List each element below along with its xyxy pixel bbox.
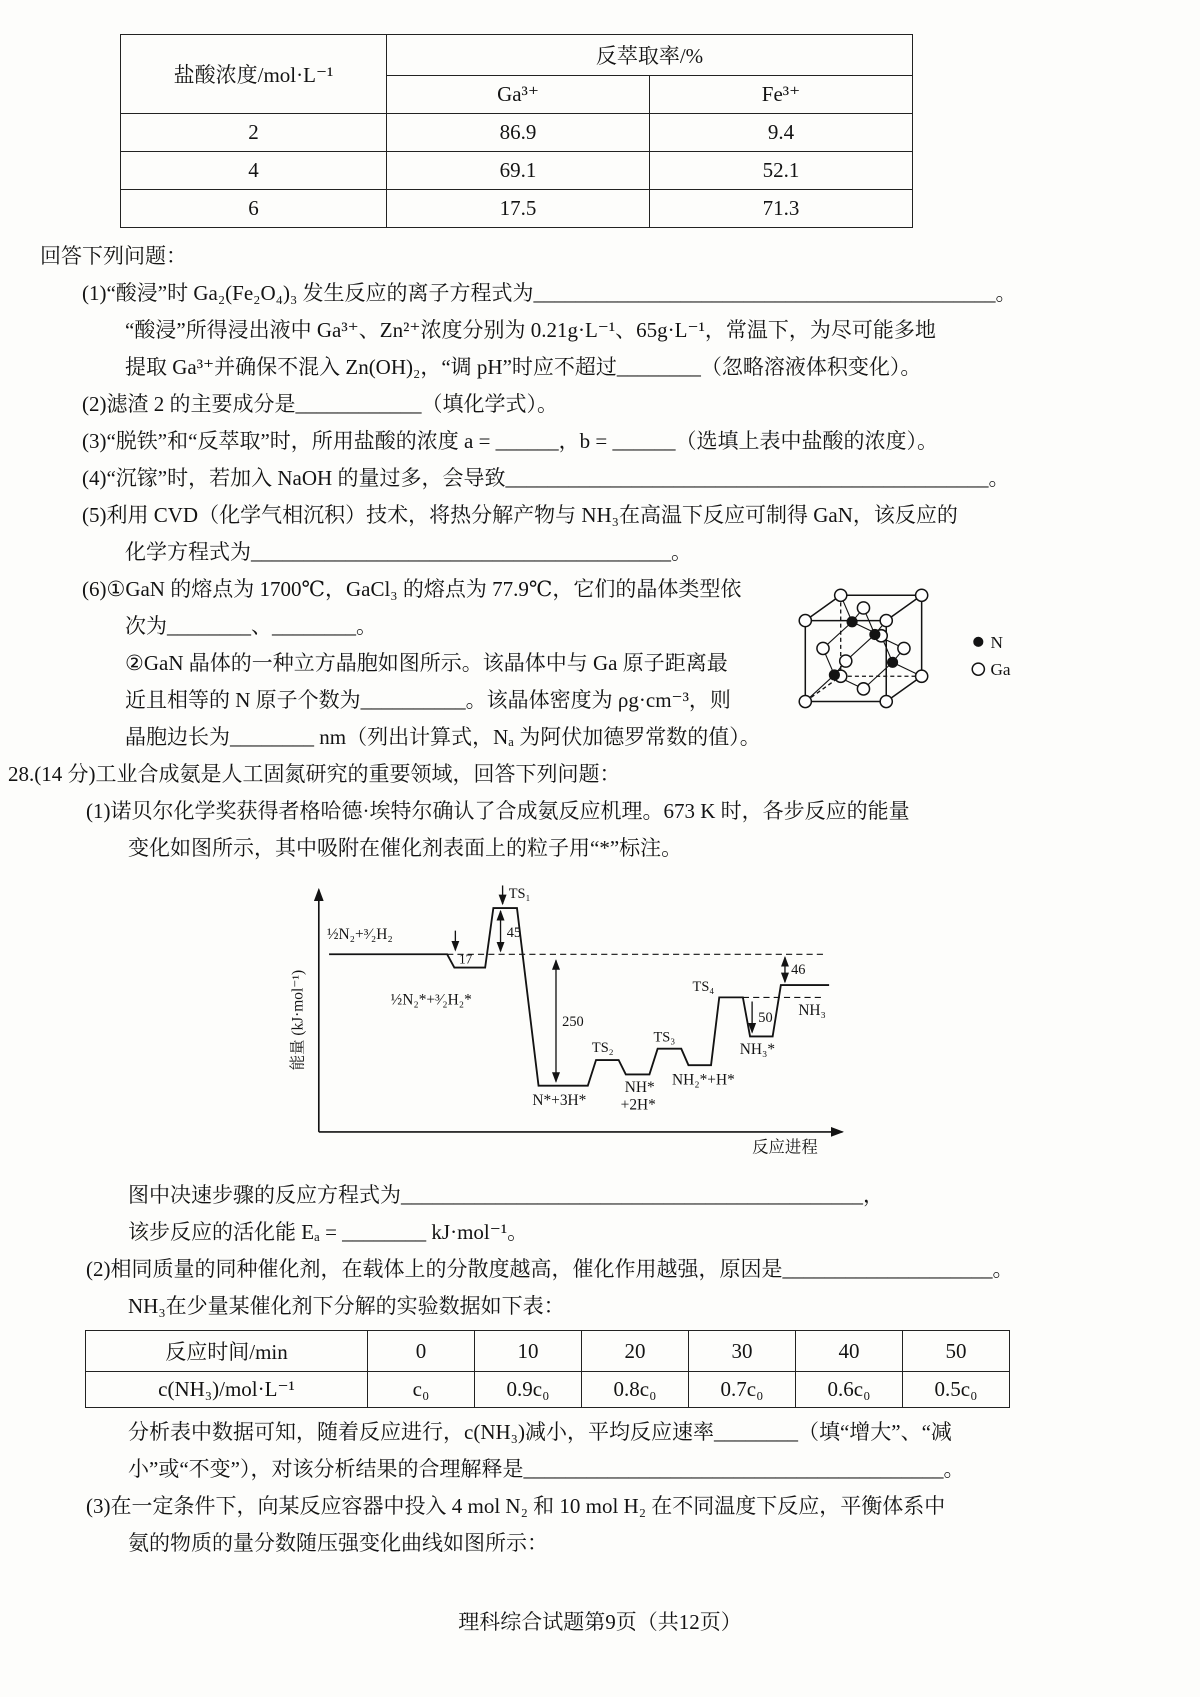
cell: 0.9c₀: [475, 1372, 582, 1408]
questions-intro: 回答下列问题：: [40, 244, 187, 268]
label-ts3: TS₃: [653, 1029, 676, 1046]
cell: 86.9: [387, 114, 650, 152]
q3-line: (3)“脱铁”和“反萃取”时，所用盐酸的浓度 a = ______，b = ______（选填上表中盐酸的浓度）。: [82, 429, 939, 453]
value-46: 46: [791, 961, 806, 978]
q28-1-line-1: (1)诺贝尔化学奖获得者格哈德·埃特尔确认了合成氨反应机理。673 K 时，各步反应的能量: [86, 799, 910, 823]
q28-rds-line-1: 图中决速步骤的反应方程式为____________________________________________，: [128, 1183, 884, 1207]
legend-ga-icon: [972, 663, 984, 675]
table-row: [86, 1372, 1010, 1408]
cell: 0: [368, 1331, 475, 1372]
value-45: 45: [506, 924, 522, 941]
label-n-3h: N*+3H*: [532, 1092, 587, 1110]
x-axis-label: 反应进程: [752, 1137, 818, 1157]
table-row: [121, 114, 913, 152]
energy-profile-diagram: [288, 877, 863, 1165]
cell: 40: [796, 1331, 903, 1372]
cell: 10: [475, 1331, 582, 1372]
y-axis-label: 能量 (kJ·mol⁻¹): [289, 969, 307, 1071]
legend-n-icon: [973, 637, 983, 647]
q4-line: (4)“沉镓”时，若加入 NaOH 的量过多，会导致______________________________________________。: [82, 466, 1010, 490]
cell: 4: [121, 152, 387, 190]
cell: 0.8c₀: [582, 1372, 689, 1408]
label-nh2-h: NH₂*+H*: [672, 1071, 735, 1089]
value-250: 250: [562, 1014, 584, 1031]
q28-3-line-1: (3)在一定条件下，向某反应容器中投入 4 mol N₂ 和 10 mol H₂ 在不同温度下反应，平衡体系中: [86, 1494, 946, 1518]
cell: 30: [689, 1331, 796, 1372]
cell: 9.4: [650, 114, 913, 152]
q28-heading: 28.(14 分)工业合成氨是人工固氮研究的重要领域，回答下列问题：: [8, 762, 621, 786]
table-row: [86, 1331, 1010, 1372]
q28-analysis-line-2: 小”或“不变”），对该分析结果的合理解释是________________________________________。: [128, 1457, 965, 1481]
q6-line-3: ②GaN 晶体的一种立方晶胞如图所示。该晶体中与 Ga 原子距离最: [125, 651, 728, 675]
cell: 20: [582, 1331, 689, 1372]
q6-line-1: (6)①GaN 的熔点为 1700℃，GaCl₃ 的熔点为 77.9℃，它们的晶体类型依: [82, 577, 742, 601]
header-hcl-concentration: 盐酸浓度/mol·L⁻¹: [121, 35, 387, 114]
q1-line-3: 提取 Ga³⁺并确保不混入 Zn(OH)₂，“调 pH”时应不超过________（忽略溶液体积变化）。: [125, 355, 922, 379]
q5-line-1: (5)利用 CVD（化学气相沉积）技术，将热分解产物与 NH₃在高温下反应可制得 GaN，该反应的: [82, 503, 958, 527]
q28-3-line-2: 氨的物质的量分数随压强变化曲线如图所示：: [128, 1531, 548, 1555]
q5-line-2: 化学方程式为________________________________________。: [125, 540, 692, 564]
q6-line-4: 近且相等的 N 原子个数为__________。该晶体密度为 ρg·cm⁻³，则: [125, 688, 731, 712]
label-ts2: TS₂: [591, 1039, 614, 1056]
q28-analysis-line-1: 分析表中数据可知，随着反应进行，c(NH₃)减小，平均反应速率________（填“增大”、“减: [128, 1420, 952, 1444]
label-ts4: TS₄: [692, 979, 715, 996]
table-row: [121, 35, 913, 76]
label-ts1: TS₁: [508, 885, 531, 902]
cell: 69.1: [387, 152, 650, 190]
legend-n-label: N: [990, 632, 1003, 652]
value-50: 50: [758, 1010, 773, 1027]
label-start: ½N₂+³⁄₂H₂: [327, 925, 393, 943]
q6-line-5: 晶胞边长为________ nm（列出计算式，Nₐ 为阿伏加德罗常数的值）。: [125, 725, 761, 749]
table-row: [121, 190, 913, 228]
cell: 0.6c₀: [796, 1372, 903, 1408]
nh3-decomposition-table: [85, 1330, 1010, 1408]
value-17: 17: [458, 951, 473, 967]
cell: 71.3: [650, 190, 913, 228]
back-extraction-table: [120, 34, 913, 228]
cell: 50: [903, 1331, 1010, 1372]
crystal-structure-diagram: [780, 575, 1038, 737]
header-fe-ion: Fe³⁺: [650, 76, 913, 114]
cell: 17.5: [387, 190, 650, 228]
cell: 2: [121, 114, 387, 152]
energy-profile-figure: [288, 877, 1042, 1171]
label-adsorbed: ½N₂*+³⁄₂H₂*: [390, 991, 472, 1009]
label-nh-2h-a: NH*: [624, 1078, 655, 1096]
crystal-legend: [972, 633, 1011, 679]
legend-ga-label: Ga: [990, 660, 1011, 680]
cell: 6: [121, 190, 387, 228]
q1-line-1: (1)“酸浸”时 Ga₂(Fe₂O₄)₃ 发生反应的离子方程式为____________________________________________。: [82, 281, 1017, 305]
q2-line: (2)滤渣 2 的主要成分是____________（填化学式）。: [82, 392, 558, 416]
q28-1-line-2: 变化如图所示，其中吸附在催化剂表面上的粒子用“*”标注。: [128, 836, 683, 860]
header-ga-ion: Ga³⁺: [387, 76, 650, 114]
q28-2-line-1: (2)相同质量的同种催化剂，在载体上的分散度越高，催化作用越强，原因是____________________。: [86, 1257, 1014, 1281]
cell: 0.7c₀: [689, 1372, 796, 1408]
q28-2-line-2: NH₃在少量某催化剂下分解的实验数据如下表：: [128, 1294, 565, 1318]
header-reaction-time: 反应时间/min: [86, 1331, 368, 1372]
q28-rds-line-2: 该步反应的活化能 Eₐ = ________ kJ·mol⁻¹。: [128, 1220, 529, 1244]
cell: 52.1: [650, 152, 913, 190]
gan-unit-cell-figure: [780, 575, 1042, 743]
label-nh-2h-b: +2H*: [620, 1096, 656, 1114]
label-nh3-ads: NH₃*: [739, 1040, 776, 1058]
q1-line-2: “酸浸”所得浸出液中 Ga³⁺、Zn²⁺浓度分别为 0.21g·L⁻¹、65g·L⁻¹，常温下，为尽可能多地: [125, 318, 936, 342]
table-row: [121, 152, 913, 190]
q6-block: [40, 571, 1042, 756]
page-footer: 理科综合试题第9页（共12页）: [458, 1610, 742, 1634]
q6-line-2: 次为________、________。: [125, 614, 377, 638]
header-nh3-concentration: c(NH₃)/mol·L⁻¹: [86, 1372, 368, 1408]
cell: 0.5c₀: [903, 1372, 1010, 1408]
cell: c₀: [368, 1372, 475, 1408]
label-nh3: NH₃: [798, 1001, 826, 1019]
header-stripping-rate: 反萃取率/%: [387, 35, 913, 76]
